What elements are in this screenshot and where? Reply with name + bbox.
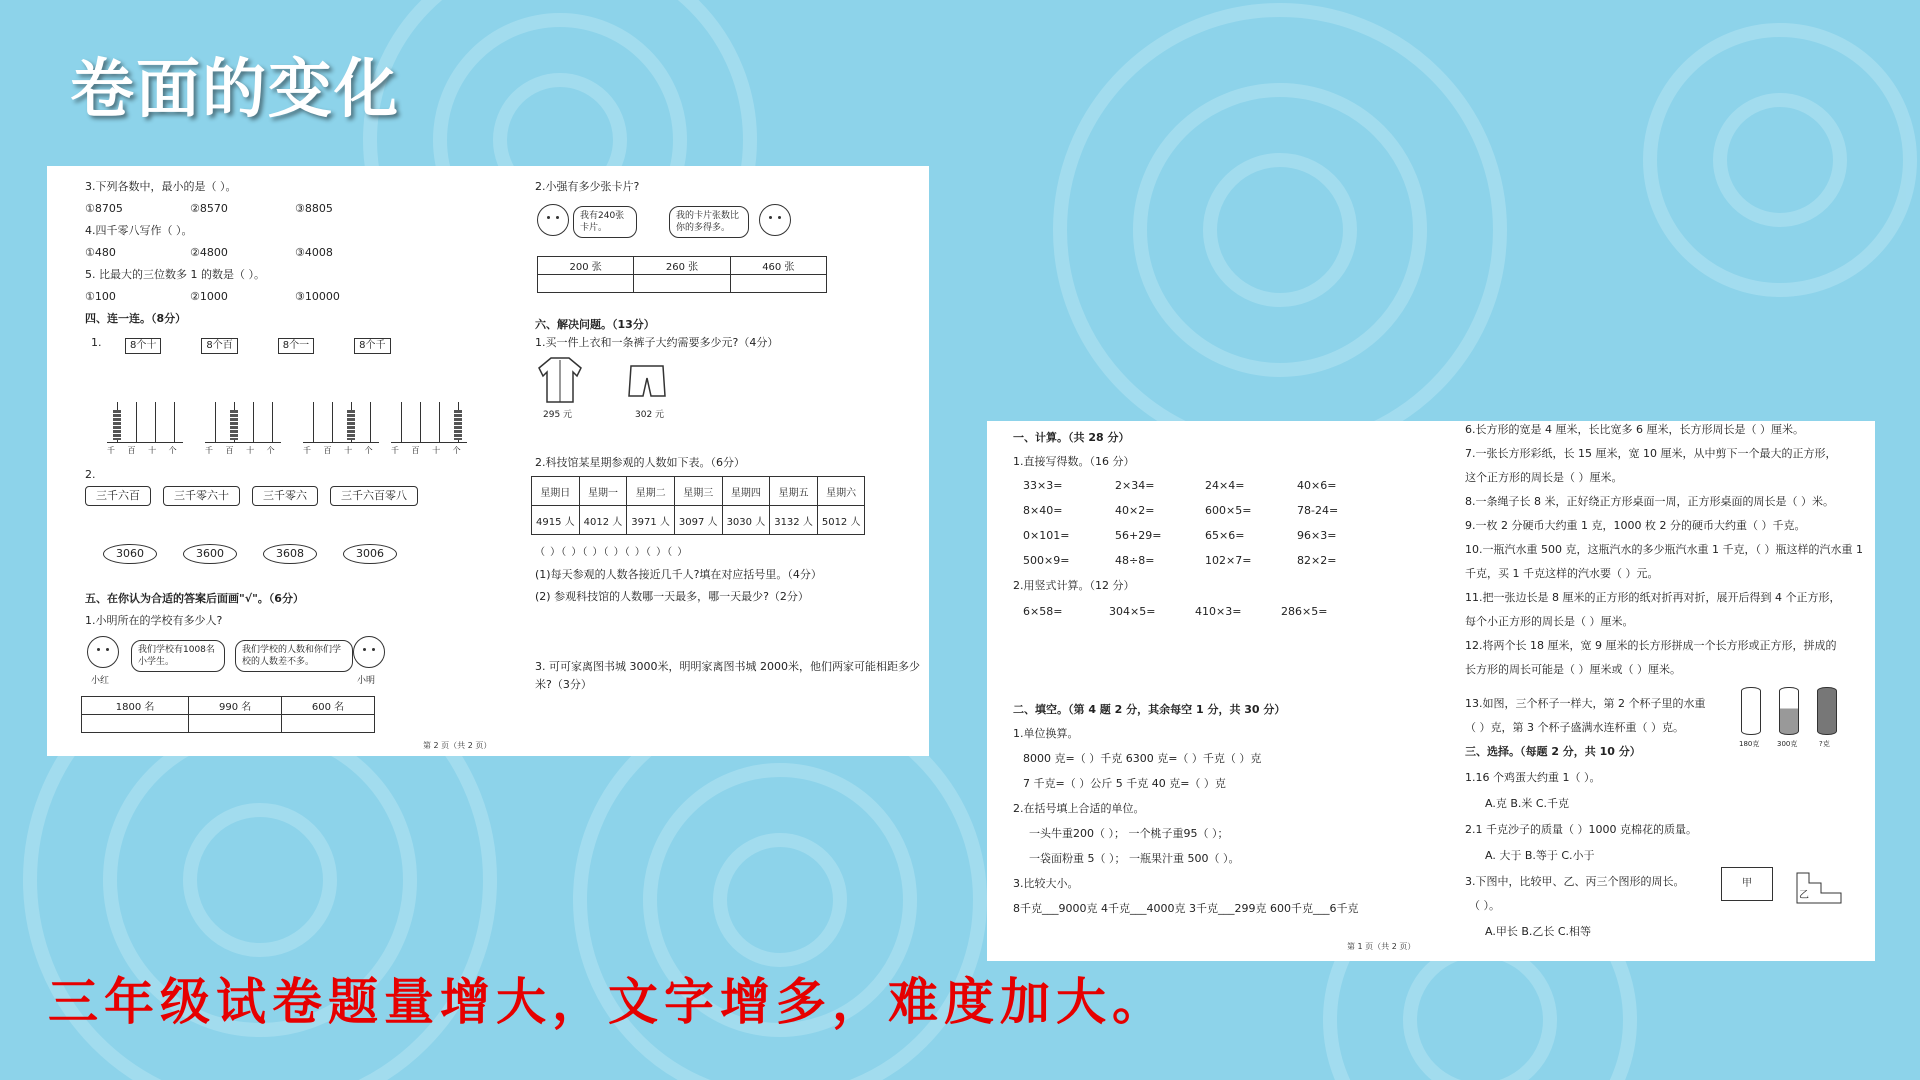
sec6-q2-1: (1)每天参观的人数各接近几千人?填在对应括号里。（4分）: [535, 568, 822, 581]
q5-options: ①100 ②1000 ③10000: [85, 290, 340, 303]
fill2-a: 一头牛重200（ ）； 一个桃子重95（ ）；: [1029, 827, 1229, 840]
q3-text: 3.下列各数中，最小的是（ ）。: [85, 180, 237, 193]
coat-price: 295 元: [543, 410, 573, 420]
page-footer-left: 第 2 页（共 2 页）: [423, 741, 492, 750]
r9-text: 9.一枚 2 分硬币大约重 1 克，1000 枚 2 分的硬币大约重（ ）千克。: [1465, 519, 1806, 532]
slide-title: 卷面的变化: [70, 53, 400, 127]
c3-options: A.甲长 B.乙长 C.相等: [1485, 925, 1592, 938]
abacus-labels-1: 千 百 十 个: [107, 446, 182, 455]
shape-jia: 甲: [1721, 867, 1773, 901]
section-6-heading: 六、解决问题。（13分）: [535, 318, 655, 331]
abacus-labels-2: 千 百 十 个: [205, 446, 280, 455]
q4-options: ①480 ②4800 ③4008: [85, 246, 333, 259]
sec6-q3-text-cont: 米?（3分）: [535, 678, 592, 691]
shorts-price: 302 元: [635, 410, 665, 420]
c1-options: A.克 B.米 C.千克: [1485, 797, 1570, 810]
abacus-labels-4: 千 百 十 个: [391, 446, 466, 455]
r11-text-cont: 每个小正方形的周长是（ ）厘米。: [1465, 615, 1634, 628]
r7-text: 7.一张长方形彩纸，长 15 厘米，宽 10 厘米，从中剪下一个最大的正方形，: [1465, 447, 1837, 460]
c3-text-cont: （ ）。: [1469, 899, 1500, 912]
shorts-icon: [627, 362, 667, 400]
calc-row-1: 33×3= 2×34= 24×4= 40×6=: [1023, 479, 1337, 492]
r10-text-cont: 千克，买 1 千克这样的汽水要（ ）元。: [1465, 567, 1659, 580]
calc-row-2: 8×40= 40×2= 600×5= 78-24=: [1023, 504, 1339, 517]
section-5-heading: 五、在你认为合适的答案后面画"√"。（6分）: [85, 592, 304, 605]
fill2-text: 2.在括号填上合适的单位。: [1013, 802, 1145, 815]
answer-table-2: 200 张 260 张 460 张: [537, 256, 827, 293]
answer-table-1: 1800 名 990 名 600 名: [81, 696, 375, 733]
boy-face-icon: [353, 636, 385, 668]
fill1-b: 7 千克=（ ）公斤 5 千克 40 克=（ ）克: [1023, 777, 1226, 790]
cup-label-2: 300克: [1777, 740, 1798, 748]
slide-caption: 三年级试卷题量增大，文字增多，难度加大。: [48, 972, 1168, 1031]
r7-text-cont: 这个正方形的周长是（ ）厘米。: [1465, 471, 1623, 484]
c2-text: 2.1 千克沙子的质量（ ）1000 克棉花的质量。: [1465, 823, 1697, 836]
c1-text: 1.16 个鸡蛋大约重 1（ ）。: [1465, 771, 1601, 784]
q5-text: 5. 比最大的三位数多 1 的数是（ ）。: [85, 268, 265, 281]
r10-text: 10.一瓶汽水重 500 克，这瓶汽水的多少瓶汽水重 1 千克，（ ）瓶这样的汽水重 1: [1465, 543, 1863, 556]
sec6-q2-2: (2) 参观科技馆的人数哪一天最多，哪一天最少?（2分）: [535, 590, 809, 603]
cup-full-icon: [1817, 687, 1837, 735]
speech-bubble-girl: 我有240张卡片。: [573, 206, 637, 238]
q3-options: ①8705 ②8570 ③8805: [85, 202, 333, 215]
r-section-2-heading: 二、填空。（第 4 题 2 分，其余每空 1 分，共 30 分）: [1013, 703, 1286, 716]
sec4-q2-label: 2.: [85, 468, 96, 481]
cup-half-icon: [1779, 687, 1799, 735]
boy-face-icon-2: [759, 204, 791, 236]
shape-yi-label: 乙: [1799, 890, 1809, 901]
r13-text: 13.如图，三个杯子一样大，第 2 个杯子里的水重: [1465, 697, 1706, 710]
calc-row-4: 500×9= 48÷8= 102×7= 82×2=: [1023, 554, 1337, 567]
abacus-4: [391, 402, 467, 443]
cup-empty-icon: [1741, 687, 1761, 735]
calc-row-3: 0×101= 56+29= 65×6= 96×3=: [1023, 529, 1337, 542]
sec6-q1-text: 1.买一件上衣和一条裤子大约需要多少元?（4分）: [535, 336, 779, 349]
abacus-3: [303, 402, 379, 443]
r12-text: 12.将两个长 18 厘米，宽 9 厘米的长方形拼成一个长方形或正方形，拼成的: [1465, 639, 1837, 652]
number-ovals: 3060 3600 3608 3006: [103, 544, 423, 564]
exam-page-1: [987, 421, 1875, 961]
visitors-table: 星期日 星期一 星期二 星期三 星期四 星期五 星期六 4915 人 4012 人 3971 人 3097 人 3030 人 3132 人 5012 人: [531, 476, 865, 535]
r-q2-text: 2.用竖式计算。（12 分）: [1013, 579, 1135, 592]
r11-text: 11.把一张边长是 8 厘米的正方形的纸对折再对折，展开后得到 4 个正方形，: [1465, 591, 1841, 604]
r6-text: 6.长方形的宽是 4 厘米，长比宽多 6 厘米，长方形周长是（ ）厘米。: [1465, 423, 1804, 436]
vertical-calc-row: 6×58= 304×5= 410×3= 286×5=: [1023, 605, 1328, 618]
coat-icon: [537, 354, 583, 406]
exam-page-2: [47, 166, 929, 756]
sec6-q3-text: 3. 可可家离图书城 3000米，明明家离图书城 2000米，他们两家可能相距多少: [535, 660, 920, 673]
r-section-1-heading: 一、计算。（共 28 分）: [1013, 431, 1130, 444]
r8-text: 8.一条绳子长 8 米，正好绕正方形桌面一周，正方形桌面的周长是（ ）米。: [1465, 495, 1834, 508]
fill3-a: 8千克___9000克 4千克___4000克 3千克___299克 600千克___6千克: [1013, 902, 1359, 915]
speech-bubble-xiaoming: 我们学校的人数和你们学校的人数差不多。: [235, 640, 353, 672]
q4-text: 4.四千零八写作（ ）。: [85, 224, 193, 237]
abacus-1: [107, 402, 183, 443]
girl-hat-face-icon: [537, 204, 569, 236]
abacus-labels-3: 千 百 十 个: [303, 446, 378, 455]
sec6-q2-text: 2.科技馆某星期参观的人数如下表。（6分）: [535, 456, 745, 469]
estimate-parens: （ ）（ ）（ ）（ ）（ ）（ ）（ ）: [535, 547, 689, 558]
r-q1-text: 1.直接写得数。（16 分）: [1013, 455, 1135, 468]
c2-options: A. 大于 B.等于 C.小于: [1485, 849, 1595, 862]
speech-bubble-xiaohong: 我们学校有1008名小学生。: [131, 640, 225, 672]
abacus-2: [205, 402, 281, 443]
cup-label-1: 180克: [1739, 740, 1760, 748]
place-value-boxes: 8个十 8个百 8个一 8个千: [125, 338, 431, 354]
fill3-text: 3.比较大小。: [1013, 877, 1079, 890]
r13-text-cont: （ ）克，第 3 个杯子盛满水连杯重（ ）克。: [1465, 721, 1684, 734]
r-section-3-heading: 三、选择。（每题 2 分，共 10 分）: [1465, 745, 1641, 758]
name-xiaohong: 小红: [91, 676, 110, 686]
c3-text: 3.下图中，比较甲、乙、丙三个图形的周长。: [1465, 875, 1685, 888]
speech-bubble-xiaoqiang: 我的卡片张数比你的多得多。: [669, 206, 749, 238]
number-word-pills: 三千六百 三千零六十 三千零六 三千六百零八: [85, 486, 430, 506]
sec5-q1-text: 1.小明所在的学校有多少人?: [85, 614, 223, 627]
r12-text-cont: 长方形的周长可能是（ ）厘米或（ ）厘米。: [1465, 663, 1681, 676]
r-q2-text: 2.小强有多少张卡片?: [535, 180, 640, 193]
name-xiaoming: 小明: [357, 676, 376, 686]
section-4-heading: 四、连一连。（8分）: [85, 312, 187, 325]
fill2-b: 一袋面粉重 5（ ）； 一瓶果汁重 500（ ）。: [1029, 852, 1240, 865]
fill1-a: 8000 克=（ ）千克 6300 克=（ ）千克（ ）克: [1023, 752, 1262, 765]
girl-face-icon: [87, 636, 119, 668]
fill1-text: 1.单位换算。: [1013, 727, 1079, 740]
sec4-q1-label: 1.: [91, 336, 102, 349]
page-footer-right: 第 1 页（共 2 页）: [1347, 942, 1416, 951]
cup-label-3: ?克: [1819, 740, 1830, 748]
